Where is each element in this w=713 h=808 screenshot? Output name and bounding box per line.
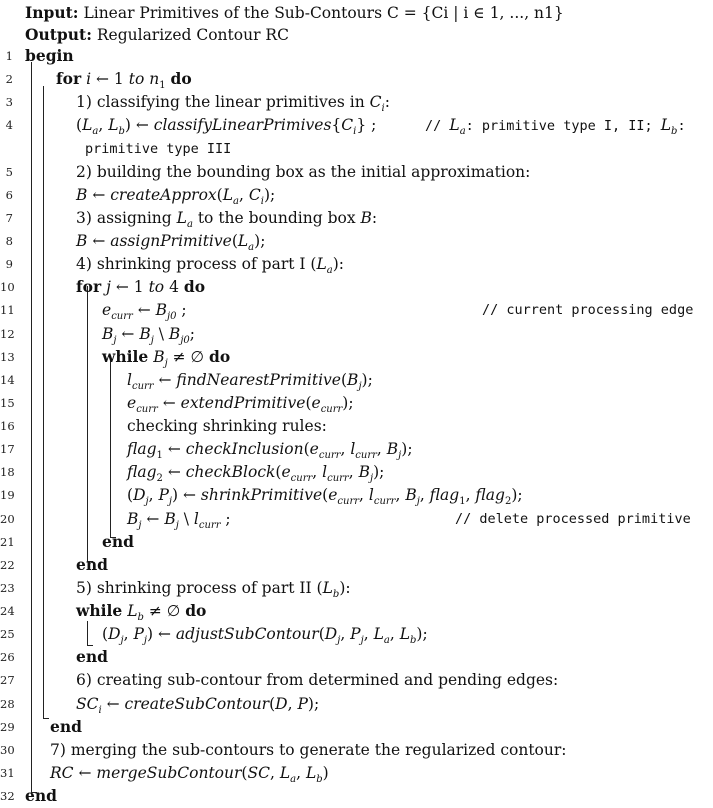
line-number: 3 (5, 95, 13, 109)
code-text: $SC_i$ ← createSubContour(D, P); (76, 695, 320, 717)
code-text: 1) classifying the linear primitives in $C_i$: (76, 93, 390, 115)
comment: primitive type III (85, 141, 232, 157)
code-text: B ← $createApprox(L_a$, $C_i$); (76, 186, 276, 208)
code-text: $e_{curr}$ ← $B_{j0}$ ; (102, 301, 187, 323)
line-number: 13 (0, 350, 15, 364)
code-text: ($L_a$, $L_b$) ← $classifyLinearPrimives\{C_i\}$ ; (76, 116, 377, 138)
line-number: 5 (5, 165, 13, 179)
line-number: 16 (0, 419, 15, 433)
line-number: 7 (5, 211, 13, 225)
line-number: 6 (5, 188, 13, 202)
code-text: $B_j$ ← $B_j$ \ $B_{j0}$; (102, 325, 196, 347)
code-text: flag$_1$ ← $checkInclusion(e_{curr}$, $l_{curr}$, $B_j$); (127, 440, 413, 462)
scope-bar-begin (31, 62, 32, 792)
line-number: 11 (0, 303, 15, 317)
code-text: while $L_b$ ≠ ∅ do (76, 601, 207, 624)
output-label: Output: (25, 25, 92, 44)
line-number: 18 (0, 465, 15, 479)
line-number: 12 (0, 327, 15, 341)
line-number: 2 (5, 72, 13, 86)
code-text: $l_{curr}$ ← $findNearestPrimitive(B_j)$; (127, 371, 373, 393)
code-text: for j ← 1 to 4 do (76, 277, 206, 296)
scope-bar-for-i (43, 86, 44, 718)
code-text: RC ← mergeSubContour(SC, $L_a$, $L_b$) (50, 764, 329, 786)
input-text: Linear Primitives of the Sub-Contours C = {Ci | i ∈ 1, ..., n1} (83, 4, 564, 22)
line-number: 10 (0, 280, 15, 294)
code-text: 3) assigning $L_a$ to the bounding box B: (76, 209, 378, 231)
keyword-end: end (25, 786, 57, 805)
line-number: 21 (0, 535, 15, 549)
keyword-end: end (76, 555, 108, 574)
line-number: 19 (0, 488, 15, 502)
code-text: $B_j$ ← $B_j$ \ $l_{curr}$ ; (127, 510, 231, 532)
line-number: 28 (0, 697, 15, 711)
code-text: ($D_j$, $P_j$) ← $shrinkPrimitive(e_{curr}$, $l_{curr}$, $B_j$, flag$_1$, flag$_2$); (127, 486, 523, 508)
line-number: 26 (0, 650, 15, 664)
line-number: 20 (0, 512, 15, 526)
keyword-end: end (102, 532, 134, 551)
code-text: B ← $assignPrimitive(L_a)$; (76, 232, 266, 254)
code-text: $e_{curr}$ ← $extendPrimitive(e_{curr})$; (127, 394, 354, 416)
comment: // $L_a$: primitive type I, II; $L_b$: (425, 116, 686, 138)
input-label: Input: (25, 3, 79, 22)
line-number: 15 (0, 396, 15, 410)
line-number: 23 (0, 581, 15, 595)
line-number: 27 (0, 673, 15, 687)
line-number: 8 (5, 234, 13, 248)
line-number: 17 (0, 442, 15, 456)
comment: // delete processed primitive (455, 511, 691, 527)
code-text: flag$_2$ ← $checkBlock(e_{curr}$, $l_{curr}$, $B_j$); (127, 463, 385, 485)
line-number: 29 (0, 720, 15, 734)
line-number: 9 (5, 257, 13, 271)
code-text: 2) building the bounding box as the initial approximation: (76, 163, 531, 181)
scope-bar-while-b (110, 358, 111, 537)
code-text: for i ← 1 to $n_1$ do (56, 69, 192, 92)
line-number: 14 (0, 373, 15, 387)
comment: // current processing edge (482, 302, 694, 318)
line-number: 30 (0, 743, 15, 757)
line-number: 4 (5, 118, 13, 132)
keyword-begin: begin (25, 46, 74, 65)
keyword-end: end (50, 717, 82, 736)
code-text: 4) shrinking process of part I $(L_a)$: (76, 255, 345, 277)
code-text: 6) creating sub-contour from determined and pending edges: (76, 671, 559, 689)
code-text: ($D_j$, $P_j$) ← $adjustSubContour(D_j$, $P_j$, $L_a$, $L_b$); (102, 625, 428, 647)
line-number: 31 (0, 766, 15, 780)
code-text: 7) merging the sub-contours to generate the regularized contour: (50, 741, 567, 759)
line-number: 25 (0, 627, 15, 641)
scope-tick-for-i (43, 718, 49, 719)
code-text: checking shrinking rules: (127, 417, 327, 435)
output-text: Regularized Contour RC (96, 26, 289, 44)
line-number: 32 (0, 789, 15, 803)
code-text: 5) shrinking process of part II $(L_b)$: (76, 579, 351, 601)
keyword-end: end (76, 647, 108, 666)
line-number: 22 (0, 558, 15, 572)
line-number: 1 (5, 49, 13, 63)
code-text: while $B_j$ ≠ ∅ do (102, 347, 231, 370)
line-number: 24 (0, 604, 15, 618)
scope-bar-for-j (87, 286, 88, 561)
